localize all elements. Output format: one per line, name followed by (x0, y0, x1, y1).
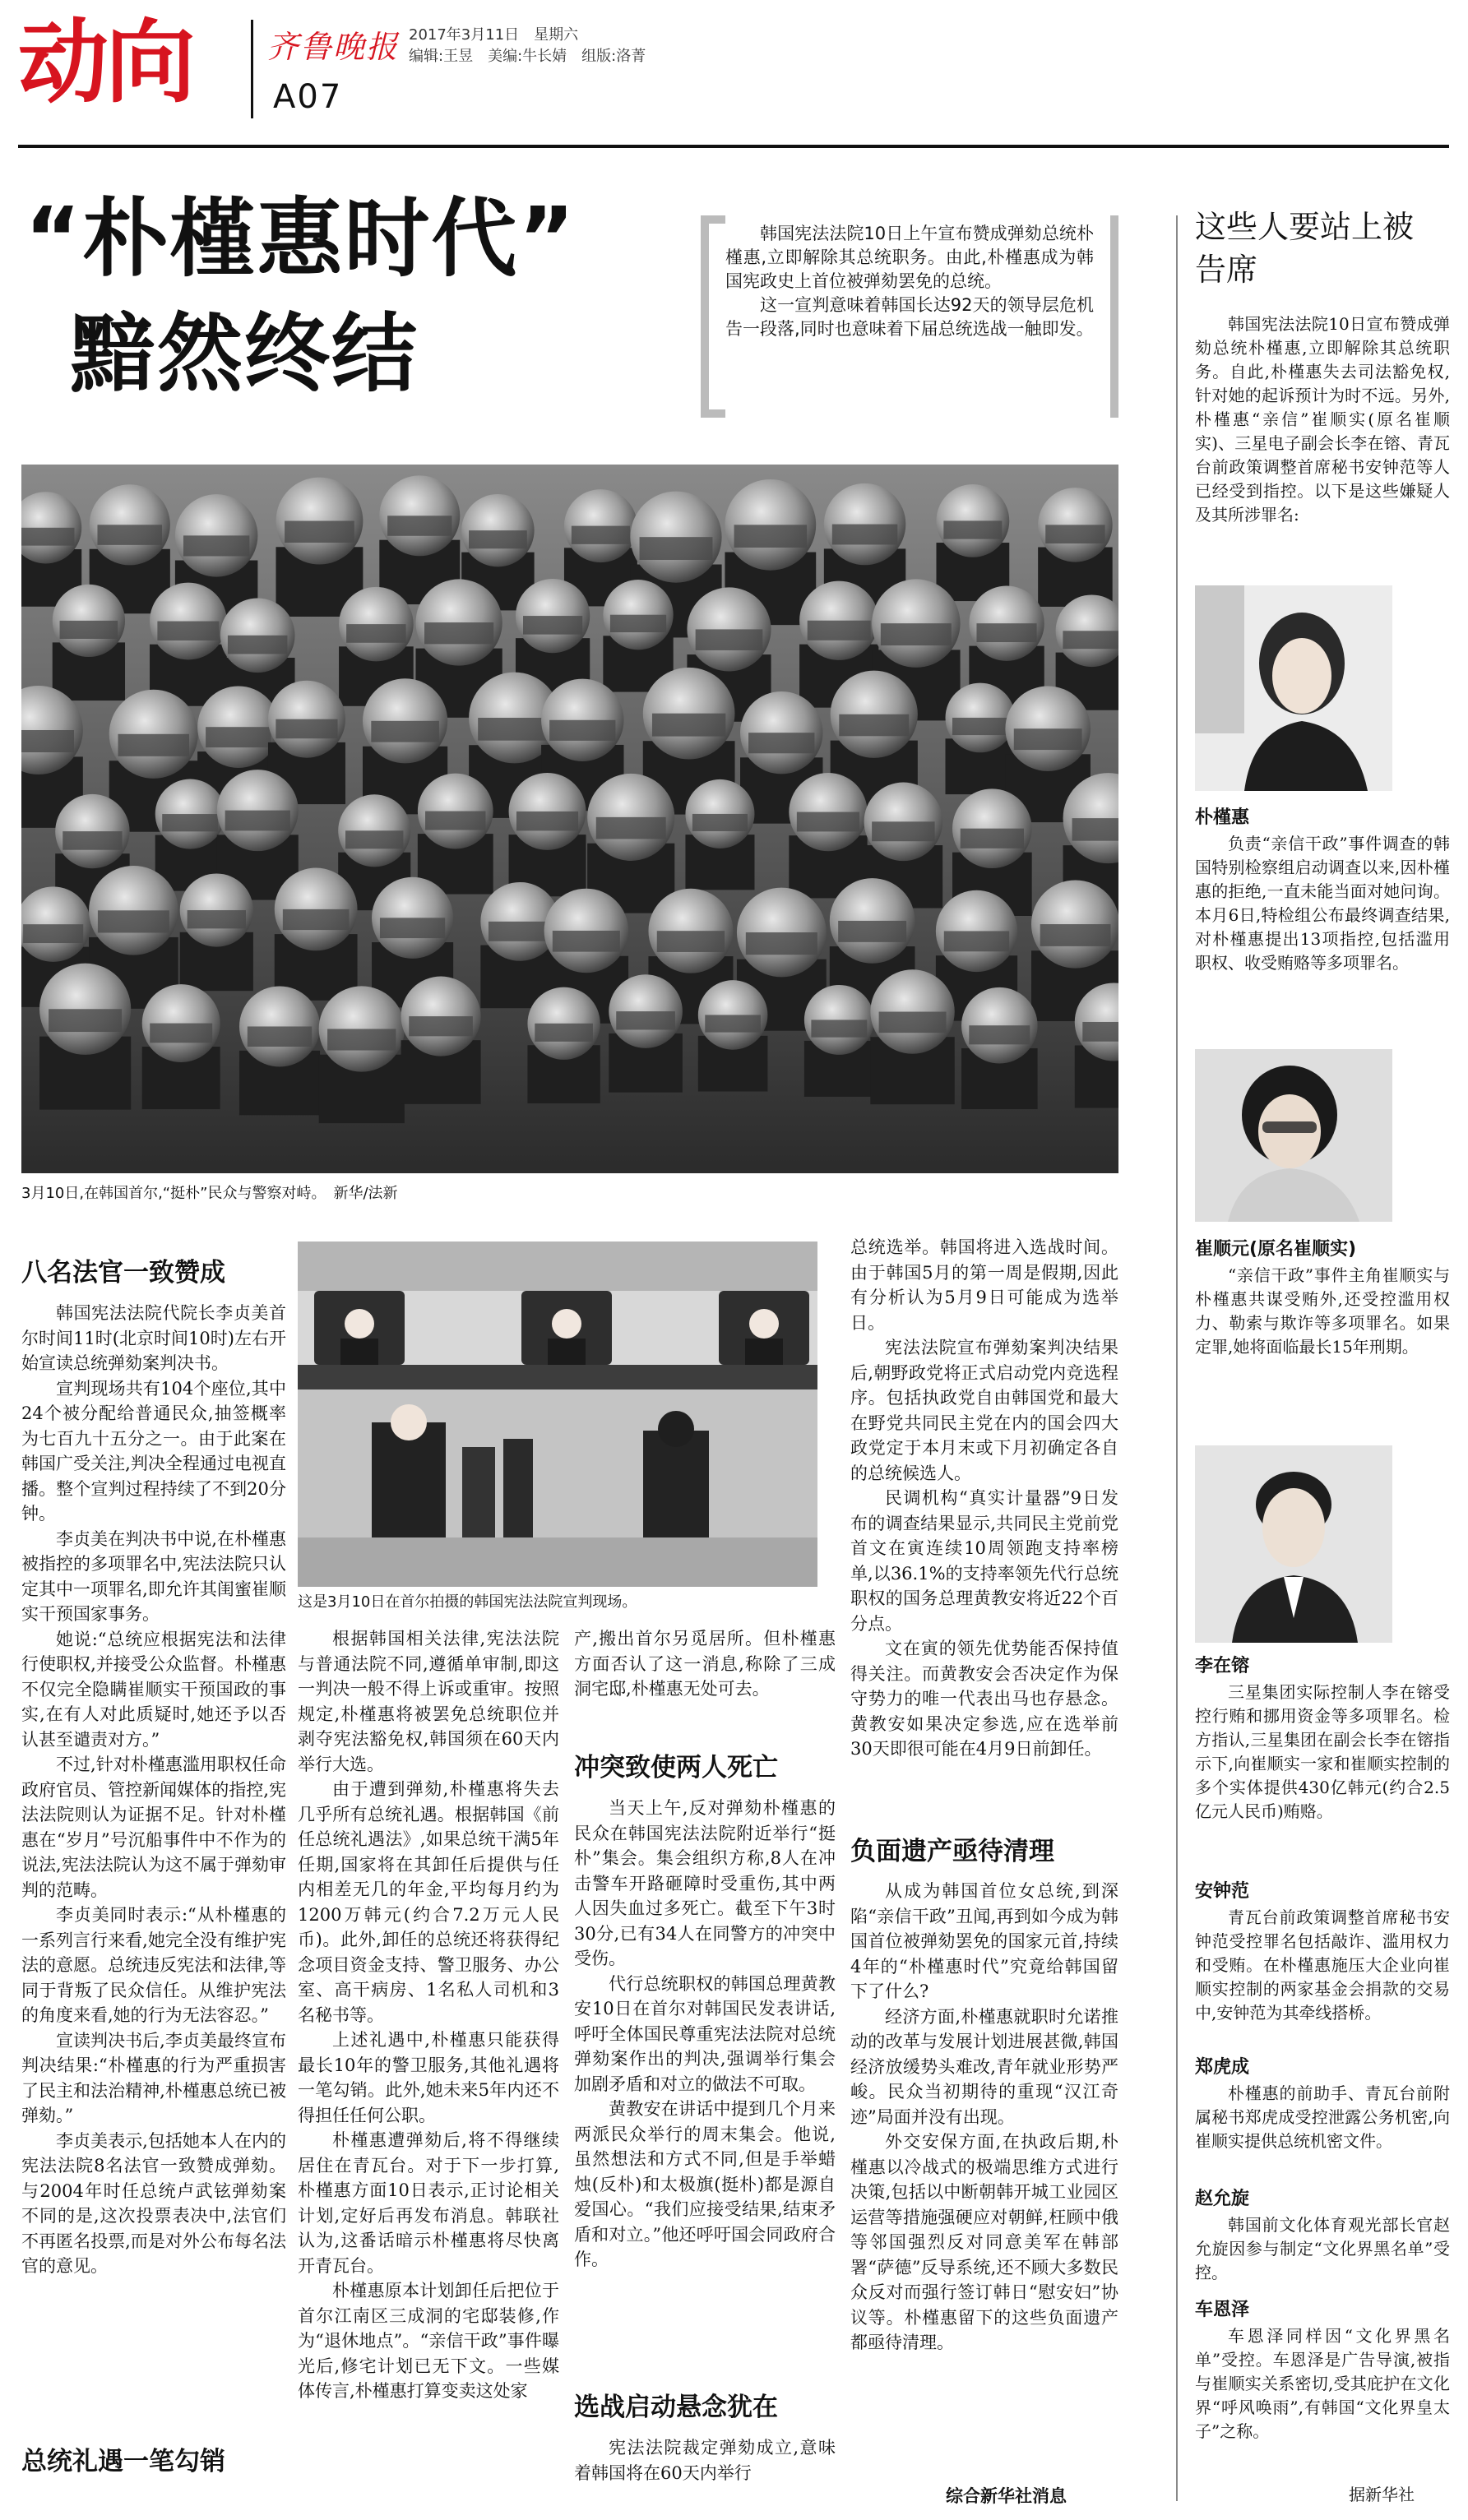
helmet-shape (804, 985, 874, 1055)
person-description (1195, 832, 1450, 1029)
article-paragraph: 李贞美表示,包括她本人在内的宪法法院8名法官一致赞成弹劾。与2004年时任总统卢武铉弹劾案不同的是,这次投票表决中,法官们不再匿名投票,而是对外公布每名法官的意见。 (21, 2130, 286, 2276)
section-title: 动向 (18, 10, 192, 115)
article-source: 综合新华社消息 (946, 2486, 1067, 2506)
masthead-divider (251, 20, 253, 118)
article-paragraph: 由于遭到弹劾,朴槿惠将失去几乎所有总统礼遇。根据韩国《前任总统礼遇法》,如果总统干满5年任期,国家将在其卸任后提供与任内相差无几的年金,平均每月约为1200万韩元(约合7.2万元人民币)。此外,卸任的总统还将获得纪念项目资金支持、警卫服务、办公室、高干病房、1名私人司机和3名秘书等。 (298, 1779, 559, 2025)
main-photo-caption: 3月10日,在韩国首尔,“挺朴”民众与警察对峙。 新华/法新 (21, 1185, 398, 1202)
article-paragraph: 当天上午,反对弹劾朴槿惠的民众在韩国宪法法院附近举行“挺朴”集会。集会组织方称,8人在冲击警车开路砸障时受重伤,其中两人因失血过多死亡。截至下午3时30分,已有34人在同警方的冲突中受伤。 (574, 1798, 836, 1968)
article-paragraph: 她说:“总统应根据宪法和法律行使职权,并接受公众监督。朴槿惠不仅完全隐瞒崔顺实干预国政的事实,在有人对此质疑时,她还予以否认甚至谴责对方。” (21, 1629, 286, 1750)
article-paragraph: 根据韩国相关法律,宪法法院与普通法院不同,遵循单审制,即这一判决一般不得上诉或重审。按照规定,朴槿惠将被罢免总统职位并剥夺宪法豁免权,韩国须在60天内举行大选。 (298, 1629, 559, 1774)
portrait-park (1195, 585, 1392, 791)
helmet-shape (824, 483, 905, 565)
person-description-text: 三星集团实际控制人李在镕受控行贿和挪用资金等多项罪名。检方指认,三星集团在副会长李在镕指示下,向崔顺实一家和崔顺实控制的多个实体提供430亿韩元(约合2.5亿元人民币)贿赂。 (1195, 1682, 1450, 1821)
person-description (1195, 2082, 1450, 2180)
article-paragraph: 宪法法院裁定弹劾成立,意味着韩国将在60天内举行 (574, 2438, 836, 2483)
helmet-shape (687, 587, 771, 671)
section-heading: 八名法官一致赞成 (21, 1258, 225, 1288)
masthead-rule (18, 145, 1449, 148)
helmet-shape (544, 889, 629, 973)
helmet-shape (401, 977, 481, 1057)
person-description (1195, 1681, 1450, 1870)
helmet-shape (197, 686, 280, 768)
court-photo (298, 1242, 817, 1587)
helmet-shape (339, 587, 414, 662)
person-description (1195, 2324, 1450, 2472)
person-description-text: 朴槿惠的前助手、青瓦台前附属秘书郑虎成受控泄露公务机密,向崔顺实提供总统机密文件。 (1195, 2083, 1450, 2151)
person-description-text: 韩国前文化体育观光部长官赵允旋因参与制定“文化界黑名单”受控。 (1195, 2215, 1450, 2282)
article-paragraph: 朴槿惠原本计划卸任后把位于首尔江南区三成洞的宅邸装修,作为“退休地点”。“亲信干政”事件曝光后,修宅计划已无下文。一些媒体传言,朴槿惠打算变卖这处家 (298, 2281, 559, 2401)
article-paragraph: 李贞美在判决书中说,在朴槿惠被指控的多项罪名中,宪法法院只认定其中一项罪名,即允许其闺蜜崔顺实干预国家事务。 (21, 1528, 286, 1624)
person-description (1195, 1264, 1450, 1408)
helmet-shape (180, 873, 253, 946)
person-name: 朴槿惠 (1195, 807, 1250, 828)
article-column-4-b (850, 1879, 1118, 2471)
sidebar-intro (1195, 312, 1450, 576)
section-heading: 选战启动悬念犹在 (574, 2393, 778, 2422)
sidebar-source: 据新华社 (1349, 2485, 1415, 2504)
courtroom-illustration (298, 1242, 817, 1587)
helmet-shape (830, 878, 915, 964)
main-photo (21, 465, 1118, 1173)
helmet-shape (527, 987, 600, 1060)
court-photo-caption: 这是3月10日在首尔拍摄的韩国宪法法院宣判现场。 (298, 1593, 637, 1611)
section-heading: 冲突致使两人死亡 (574, 1753, 778, 1782)
person-name: 赵允旋 (1195, 2189, 1250, 2209)
article-column-2 (298, 1626, 559, 2514)
person-name: 郑虎成 (1195, 2057, 1250, 2078)
headline-line2: 黯然终结 (70, 303, 419, 404)
sidebar-title: 这些人要站上被告席 (1195, 209, 1415, 288)
lead-paragraph: 这一宣判意味着韩国长达92天的领导层危机告一段落,同时也意味着下届总统选战一触即发。 (725, 295, 1094, 339)
person-name: 崔顺元(原名崔顺实) (1195, 1239, 1357, 1260)
article-column-3-b (574, 1796, 836, 2371)
article-column-3-c (574, 2435, 836, 2514)
helmet-shape (415, 579, 502, 665)
sidebar-divider (1176, 215, 1178, 2501)
person-description-text: 车恩泽同样因“文化界黑名单”受控。车恩泽是广告导演,被指与崔顺实关系密切,受其庇护在文化界“呼风唤雨”,有韩国“文化界皇太子”之称。 (1195, 2326, 1450, 2441)
article-column-4 (850, 1235, 1118, 1823)
article-paragraph: 产,搬出首尔另觅居所。但朴槿惠方面否认了这一消息,称除了三成洞宅邸,朴槿惠无处可去。 (574, 1629, 836, 1699)
article-paragraph: 黄教安在讲话中提到几个月来两派民众举行的周末集会。他说,虽然想法和方式不同,但是手举蜡烛(反朴)和太极旗(挺朴)都是源自爱国心。“我们应接受结果,结束矛盾和对立。”他还呼吁国会同政府合作。 (574, 2099, 836, 2269)
article-column-1 (21, 1301, 286, 2415)
article-paragraph: 经济方面,朴槿惠就职时允诺推动的改革与发展计划进展甚微,韩国经济放缓势头难改,青年就业形势严峻。民众当初期待的重现“汉江奇迹”局面并没有出现。 (850, 2006, 1118, 2127)
lead-box (701, 215, 1118, 418)
section-heading: 负面遗产亟待清理 (850, 1837, 1054, 1866)
helmet-shape (90, 484, 170, 565)
portrait-lee (1195, 1445, 1392, 1643)
person-portrait-icon (1195, 1049, 1392, 1222)
person-name: 安钟范 (1195, 1881, 1250, 1902)
article-paragraph: 不过,针对朴槿惠滥用职权任命政府官员、管控新闻媒体的指控,宪法法院则认为证据不足。针对朴槿惠在“岁月”号沉船事件中不作为的说法,宪法法院认为这不属于弹劾审判的范畴。 (21, 1755, 286, 1900)
article-paragraph: 外交安保方面,在执政后期,朴槿惠以冷战式的极端思维方式进行决策,包括以中断朝韩开城工业园区运营等措施强硬应对朝鲜,枉顾中俄等邻国强烈反对同意美军在韩部署“萨德”反导系统,还不顾大多数民众反对而强行签订韩日“慰安妇”协议等。朴槿惠留下的这些负面遗产都亟待清理。 (850, 2132, 1118, 2352)
issue-date: 2017年3月11日 星期六 (409, 26, 579, 44)
helmet-shape (789, 773, 867, 851)
person-description-text: 负责“亲信干政”事件调查的韩国特别检察组启动调查以来,因朴槿惠的拒绝,一直未能当面对她问询。本月6日,特检组公布最终调查结果,对朴槿惠提出13项指控,包括滥用职权、收受贿赂等多项罪名。 (1195, 834, 1450, 973)
article-paragraph: 从成为韩国首位女总统,到深陷“亲信干政”丑闻,再到如今成为韩国首位被弹劾罢免的国家元首,持续4年的“朴槿惠时代”究竟给韩国留下了什么? (850, 1881, 1118, 2001)
headline-line1: “朴槿惠时代” (25, 188, 577, 289)
article-paragraph: 总统选举。韩国将进入选战时间。由于韩国5月的第一周是假期,因此有分析认为5月9日可能成为选举日。 (850, 1237, 1118, 1333)
article-paragraph: 朴槿惠遭弹劾后,将不得继续居住在青瓦台。对于下一步打算,朴槿惠方面10日表示,正讨论相关计划,定好后再发布消息。韩联社认为,这番话暗示朴槿惠将尽快离开青瓦台。 (298, 2130, 559, 2276)
article-column-3 (574, 1626, 836, 1729)
section-heading: 总统礼遇一笔勾销 (21, 2447, 225, 2476)
article-paragraph: 上述礼遇中,朴槿惠只能获得最长10年的警卫服务,其他礼遇将一笔勾销。此外,她未来5年内还不得担任任何公职。 (298, 2030, 559, 2125)
person-portrait-icon (1195, 585, 1392, 791)
article-paragraph: 代行总统职权的韩国总理黄教安10日在首尔对韩国民发表讲话,呼吁全体国民尊重宪法法院对总统弹劾案作出的判决,强调举行集会加剧矛盾和对立的做法不可取。 (574, 1973, 836, 2094)
helmet-shape (831, 671, 918, 758)
helmet-shape (630, 492, 721, 583)
article-paragraph: 李贞美同时表示:“从朴槿惠的一系列言行来看,她完全没有维护宪法的意愿。总统违反宪法和法律,等同于背叛了民众信任。从维护宪法的角度来看,她的行为无法容忍。” (21, 1905, 286, 2025)
person-name: 李在镕 (1195, 1656, 1250, 1676)
article-paragraph: 韩国宪法法院代院长李贞美首尔时间11时(北京时间10时)左右开始宣读总统弹劾案判决书。 (21, 1303, 286, 1373)
lead-paragraph: 韩国宪法法院10日上午宣布赞成弹劾总统朴槿惠,立即解除其总统职务。由此,朴槿惠成为韩国宪政史上首位被弹劾罢免的总统。 (725, 224, 1094, 291)
helmet-shape (969, 585, 1044, 660)
helmet-shape (53, 585, 125, 657)
article-paragraph: 宣判现场共有104个座位,其中24个被分配给普通民众,抽签概率为七百九十五分之一。由于此案在韩国广受关注,判决全程通过电视直播。整个宣判过程持续了不到20分钟。 (21, 1378, 286, 1524)
person-description (1195, 1906, 1450, 2050)
portrait-choi (1195, 1049, 1392, 1222)
page-number: A07 (273, 78, 343, 116)
article-paragraph: 宪法法院宣布弹劾案判决结果后,朝野政党将正式启动党内竞选程序。包括执政党自由韩国党和最大在野党共同民主党在内的国会四大政党定于本月末或下月初确定各自的总统候选人。 (850, 1338, 1118, 1483)
person-description-text: 青瓦台前政策调整首席秘书安钟范受控罪名包括敲诈、滥用权力和受贿。在朴槿惠施压大企业向崔顺实控制的两家基金会捐款的交易中,安钟范为其牵线搭桥。 (1195, 1907, 1450, 2023)
article-paragraph: 宣读判决书后,李贞美最终宣布判决结果:“朴槿惠的行为严重损害了民主和法治精神,朴槿惠总统已被弹劾。” (21, 2030, 286, 2125)
newspaper-logo: 齐鲁晚报 (267, 29, 400, 65)
person-portrait-icon (1195, 1445, 1392, 1643)
lead-text (725, 222, 1094, 341)
sidebar-intro-text: 韩国宪法法院10日宣布赞成弹劾总统朴槿惠,立即解除其总统职务。自此,朴槿惠失去司法豁免权,针对她的起诉预计为时不远。另外,朴槿惠“亲信”崔顺实(原名崔顺实)、三星电子副会长李在镕、青瓦台前政策调整首席秘书安钟范等人已经受到指控。以下是这些嫌疑人及其所涉罪名: (1195, 314, 1450, 525)
helmet-shape (461, 494, 534, 566)
riot-police-photo-illustration (21, 465, 1118, 1173)
person-description (1195, 2213, 1450, 2287)
person-name: 车恩泽 (1195, 2300, 1250, 2320)
headline (25, 181, 577, 411)
person-description-text: “亲信干政”事件主角崔顺实与朴槿惠共谋受贿外,还受控滥用权力、勒索与欺诈等多项罪名。如果定罪,她将面临最长15年刑期。 (1195, 1265, 1450, 1357)
editors-credit: 编辑:王昱 美编:牛长婧 组版:洛菁 (409, 48, 646, 65)
article-paragraph: 文在寅的领先优势能否保持值得关注。而黄教安会否决定作为保守势力的唯一代表出马也存悬念。黄教安如果决定参选,应在选举前30天即很可能在4月9日前卸任。 (850, 1639, 1118, 1759)
article-paragraph: 民调机构“真实计量器”9日发布的调查结果显示,共同民主党前党首文在寅连续10周领跑支持率榜单,以36.1%的支持率领先代行总统职权的国务总理黄教安将近22个百分点。 (850, 1488, 1118, 1634)
helmet-shape (39, 964, 131, 1055)
helmet-shape (150, 583, 227, 660)
